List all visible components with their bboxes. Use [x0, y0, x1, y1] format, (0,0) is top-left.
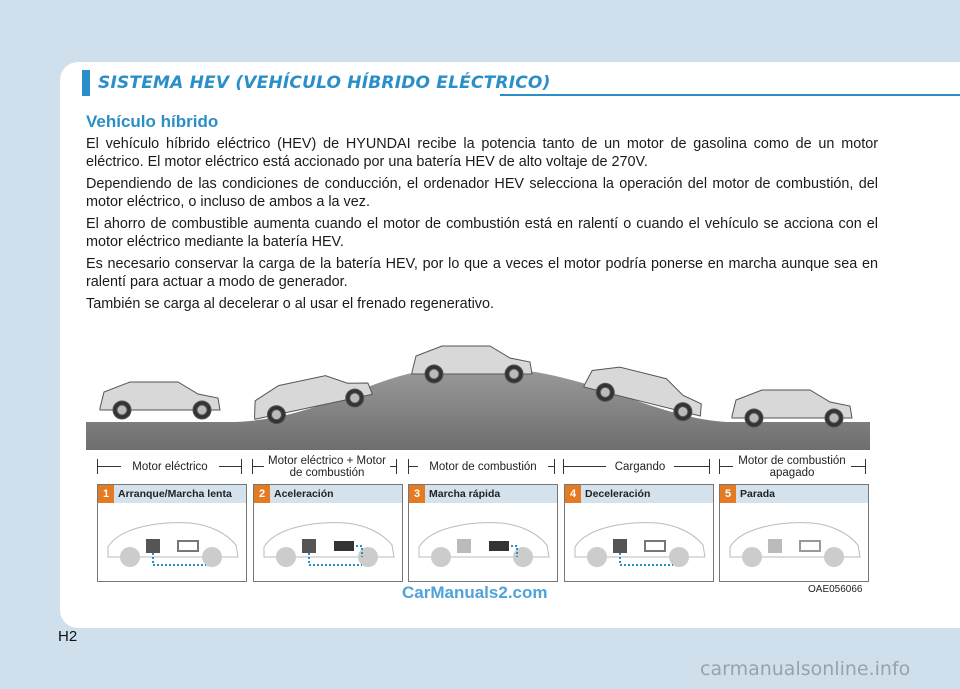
engine-icon: [489, 541, 509, 551]
mode-label: Aceleración: [274, 488, 334, 500]
section-title: Vehículo híbrido: [86, 112, 219, 131]
hill-svg: [86, 330, 870, 450]
phase-segment: [95, 453, 243, 481]
body-text: [86, 136, 878, 319]
figure-code: OAE056066: [808, 584, 863, 595]
powertrain-diagram: [411, 507, 555, 577]
battery-icon: [302, 539, 316, 553]
battery-icon: [146, 539, 160, 553]
mode-card: [408, 484, 558, 582]
phase-segment: [406, 453, 556, 481]
phase-label: Cargando: [606, 453, 674, 481]
step-number-badge: 1: [98, 485, 114, 503]
page-number: H2: [58, 628, 78, 645]
header-rule: [500, 94, 960, 96]
paragraph: Dependiendo de las condiciones de conducción, el ordenador HEV selecciona la operación del motor de combustión, del motor eléctrico, o incluso de ambos a la vez.: [86, 176, 878, 210]
battery-icon: [768, 539, 782, 553]
header-accent-bar: [82, 70, 90, 96]
powertrain-diagram: [722, 507, 866, 577]
paragraph: El vehículo híbrido eléctrico (HEV) de HYUNDAI recibe la potencia tanto de un motor de gasolina como de un motor eléctrico. El motor eléctrico está accionado por una batería HEV de alto voltaje de 270V.: [86, 136, 878, 170]
engine-icon: [334, 541, 354, 551]
step-number-badge: 2: [254, 485, 270, 503]
powertrain-diagram: [100, 507, 244, 577]
phase-segment: [250, 453, 398, 481]
phase-label: Motor de combustión apagado: [733, 453, 851, 481]
mode-card: [564, 484, 714, 582]
engine-icon: [800, 541, 820, 551]
phase-segment: [717, 453, 867, 481]
car-icon: [100, 382, 220, 419]
engine-icon: [645, 541, 665, 551]
battery-icon: [457, 539, 471, 553]
phase-label: Motor eléctrico: [121, 453, 219, 481]
engine-icon: [178, 541, 198, 551]
driving-hill-illustration: [86, 330, 870, 450]
mode-card: [253, 484, 403, 582]
mode-label: Parada: [740, 488, 776, 500]
mode-label: Marcha rápida: [429, 488, 501, 500]
mode-card: [719, 484, 869, 582]
phase-label: Motor eléctrico + Motor de combustión: [264, 453, 390, 481]
footer-watermark: carmanualsonline.info: [700, 658, 911, 680]
paragraph: Es necesario conservar la carga de la batería HEV, por lo que a veces el motor podría ponerse en marcha aunque sea en ralentí para actuar a modo de generador.: [86, 256, 878, 290]
step-number-badge: 5: [720, 485, 736, 503]
watermark[interactable]: CarManuals2.com: [402, 583, 548, 602]
mode-label: Deceleración: [585, 488, 651, 500]
paragraph: También se carga al decelerar o al usar el frenado regenerativo.: [86, 296, 494, 312]
mode-label: Arranque/Marcha lenta: [118, 488, 232, 500]
powertrain-diagram: [567, 507, 711, 577]
mode-card: [97, 484, 247, 582]
car-icon: [732, 390, 852, 427]
mode-cards: [97, 484, 871, 582]
step-number-badge: 3: [409, 485, 425, 503]
battery-icon: [613, 539, 627, 553]
powertrain-diagram: [256, 507, 400, 577]
step-number-badge: 4: [565, 485, 581, 503]
phase-segment: [561, 453, 711, 481]
phase-label: Motor de combustión: [418, 453, 548, 481]
paragraph: El ahorro de combustible aumenta cuando el motor de combustión está en ralentí o cuando el vehículo se acciona con el motor eléctrico mediante la batería HEV.: [86, 216, 878, 250]
chapter-title: SISTEMA HEV (VEHÍCULO HÍBRIDO ELÉCTRICO): [98, 73, 551, 93]
phase-row: [95, 453, 869, 481]
